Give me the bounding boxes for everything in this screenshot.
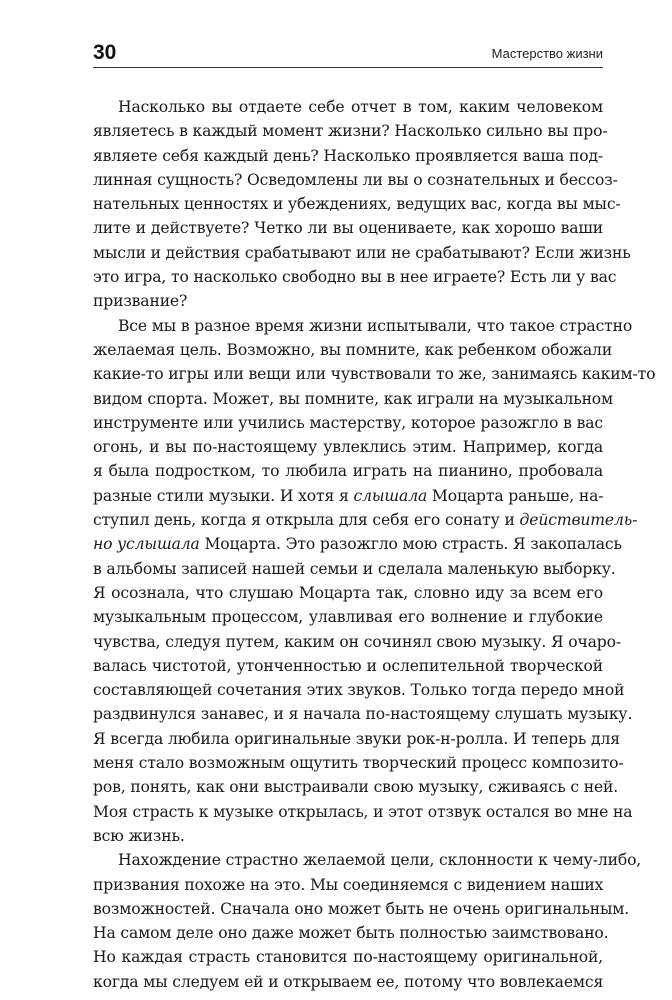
text-line: возможностей. Сначала оно может быть не очень оригинальным.	[93, 899, 630, 918]
text-line: призвание?	[93, 292, 188, 311]
text-line: но услышала Моцарта. Это разожгло мою страсть. Я закопалась	[93, 535, 622, 554]
text-line: это игра, то насколько свободно вы в нее играете? Есть ли у вас	[93, 268, 617, 287]
text-line: призвания похоже на это. Мы соединяемся с видением наших	[93, 875, 604, 894]
running-header	[93, 40, 603, 68]
text-line: Я всегда любила оригинальные звуки рок-н-ролла. И теперь для	[93, 729, 620, 748]
text-line: желаемая цель. Возможно, вы помните, как ребенком обожали	[93, 340, 613, 359]
header-rule	[93, 67, 603, 68]
text-line: разные стили музыки. И хотя я слышала Моцарта раньше, на-	[93, 486, 604, 505]
text-line: Но каждая страсть становится по-настоящему оригинальной,	[93, 948, 603, 967]
text-line: линная сущность? Осведомлены ли вы о сознательных и бессоз-	[93, 170, 618, 189]
text-line: Моя страсть к музыке открылась, и этот отзвук остался во мне на	[93, 802, 633, 821]
text-line: На самом деле оно даже может быть полностью заимствовано.	[93, 924, 609, 943]
text-line: нательных ценностях и убеждениях, ведущих вас, когда вы мыс-	[93, 195, 621, 214]
text-line: являете себя каждый день? Насколько проявляется ваша под-	[93, 146, 604, 165]
text-line: огонь, и вы по-настоящему увлеклись этим. Например, когда	[93, 438, 603, 457]
text-line: чувства, следуя путем, каким он сочинял свою музыку. Я очаро-	[93, 632, 621, 651]
text-line: когда мы следуем ей и открываем ее, потому что вовлекаемся	[93, 972, 604, 991]
text-line: Я осознала, что слушаю Моцарта так, словно иду за всем его	[93, 583, 603, 602]
text-line: инструменте или учились мастерству, которое разожгло в вас	[93, 413, 603, 432]
text-line: лите и действуете? Четко ли вы оцениваете, как хорошо ваши	[93, 219, 603, 238]
text-line: я была подростком, то любила играть на пианино, пробовала	[93, 462, 603, 481]
text-line: Нахождение страстно желаемой цели, склонности к чему-либо,	[118, 851, 642, 870]
text-line: музыкальным процессом, улавливая его волнение и глубокие	[93, 608, 603, 627]
text-line: составляющей сочетания этих звуков. Только тогда передо мной	[93, 681, 625, 700]
text-line: в альбомы записей нашей семьи и сделала маленькую выборку.	[93, 559, 616, 578]
text-line: раздвинулся занавес, и я начала по-настоящему слушать музыку.	[93, 705, 633, 724]
text-line: ступил день, когда я открыла для себя его сонату и действитель-	[93, 511, 638, 530]
text-line: всю жизнь.	[93, 826, 185, 845]
page-number: 30	[93, 41, 117, 64]
text-line: Все мы в разное время жизни испытывали, что такое страстно	[118, 316, 633, 335]
text-line: мысли и действия срабатывают или не срабатывают? Если жизнь	[93, 243, 631, 262]
running-title: Мастерство жизни	[491, 46, 603, 61]
text-line: видом спорта. Может, вы помните, как играли на музыкальном	[93, 389, 614, 408]
text-line: являетесь в каждый момент жизни? Насколько сильно вы про-	[93, 122, 608, 141]
text-line: какие-то игры или вещи или чувствовали то же, занимаясь каким-то	[93, 365, 656, 384]
body-text	[93, 95, 656, 994]
text-line: валась чистотой, утонченностью и ослепительной творческой	[93, 656, 603, 675]
text-line: ров, понять, как они выстраивали свою музыку, сживаясь с ней.	[93, 778, 619, 797]
text-line: меня стало возможным ощутить творческий процесс композито-	[93, 754, 624, 773]
text-line: Насколько вы отдаете себе отчет в том, каким человеком	[118, 98, 603, 116]
